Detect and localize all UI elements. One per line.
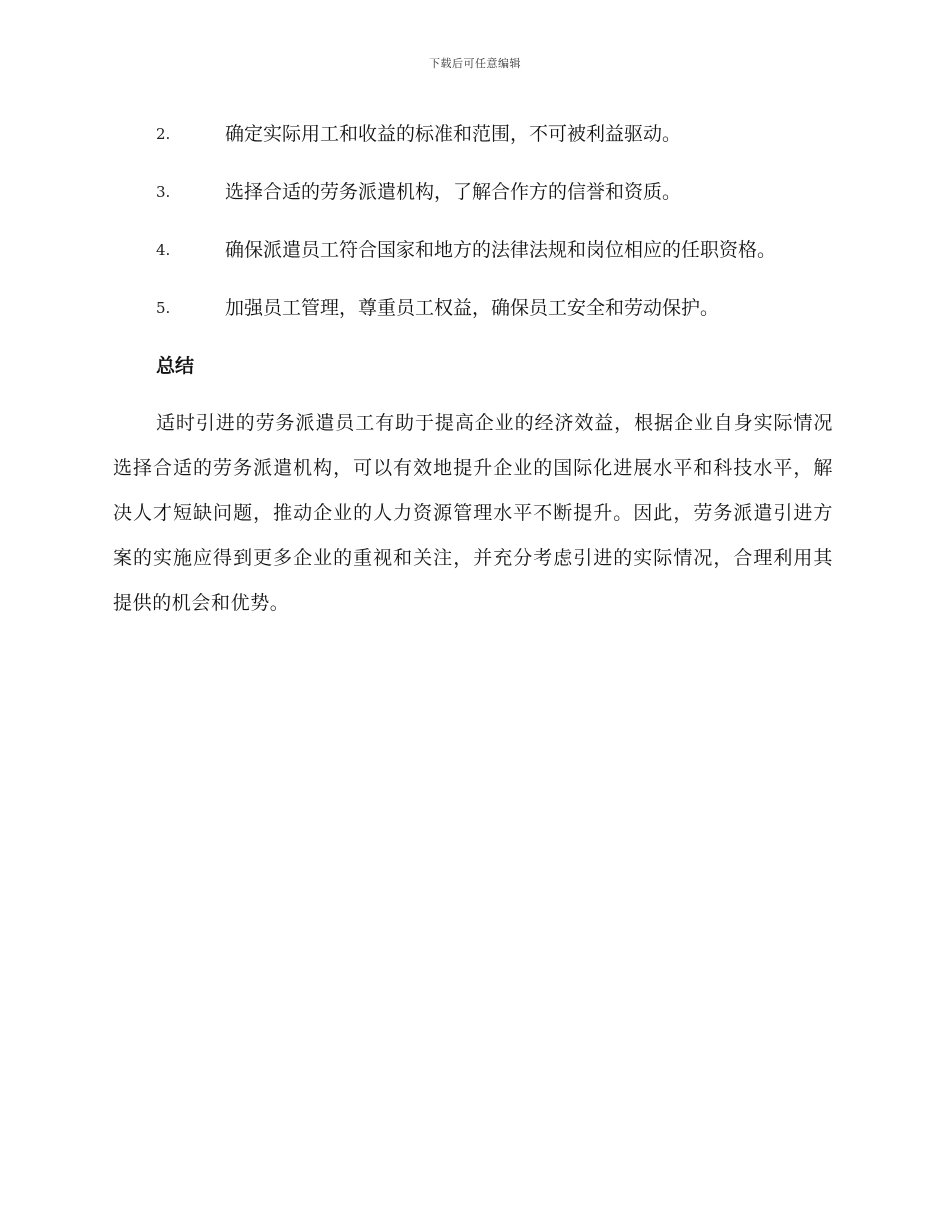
list-item xyxy=(113,170,833,215)
list-item xyxy=(113,112,833,157)
list-item-text: 确保派遣员工符合国家和地方的法律法规和岗位相应的任职资格。 xyxy=(225,239,777,261)
list-item-number: 3. xyxy=(156,183,171,201)
list-item-text: 加强员工管理，尊重员工权益，确保员工安全和劳动保护。 xyxy=(225,297,720,319)
list-item-number: 2. xyxy=(156,125,171,143)
list-item-number: 4. xyxy=(156,241,171,259)
page-header: 下载后可任意编辑 xyxy=(429,57,521,70)
list-item-text: 选择合适的劳务派遣机构，了解合作方的信誉和资质。 xyxy=(225,181,682,203)
summary-paragraph: 适时引进的劳务派遣员工有助于提高企业的经济效益，根据企业自身实际情况选择合适的劳务派遣机构，可以有效地提升企业的国际化进展水平和科技水平，解决人才短缺问题，推动企业的人力资源管理水平不断提升。因此，劳务派遣引进方案的实施应得到更多企业的重视和关注，并充分考虑引进的实际情况，合理利用其提供的机会和优势。 xyxy=(113,412,833,614)
list-item xyxy=(113,286,833,331)
list-item xyxy=(113,228,833,273)
document-body xyxy=(113,112,833,626)
list-item-number: 5. xyxy=(156,299,171,317)
section-heading: 总结 xyxy=(156,355,195,377)
list-item-text: 确定实际用工和收益的标准和范围，不可被利益驱动。 xyxy=(225,123,682,145)
